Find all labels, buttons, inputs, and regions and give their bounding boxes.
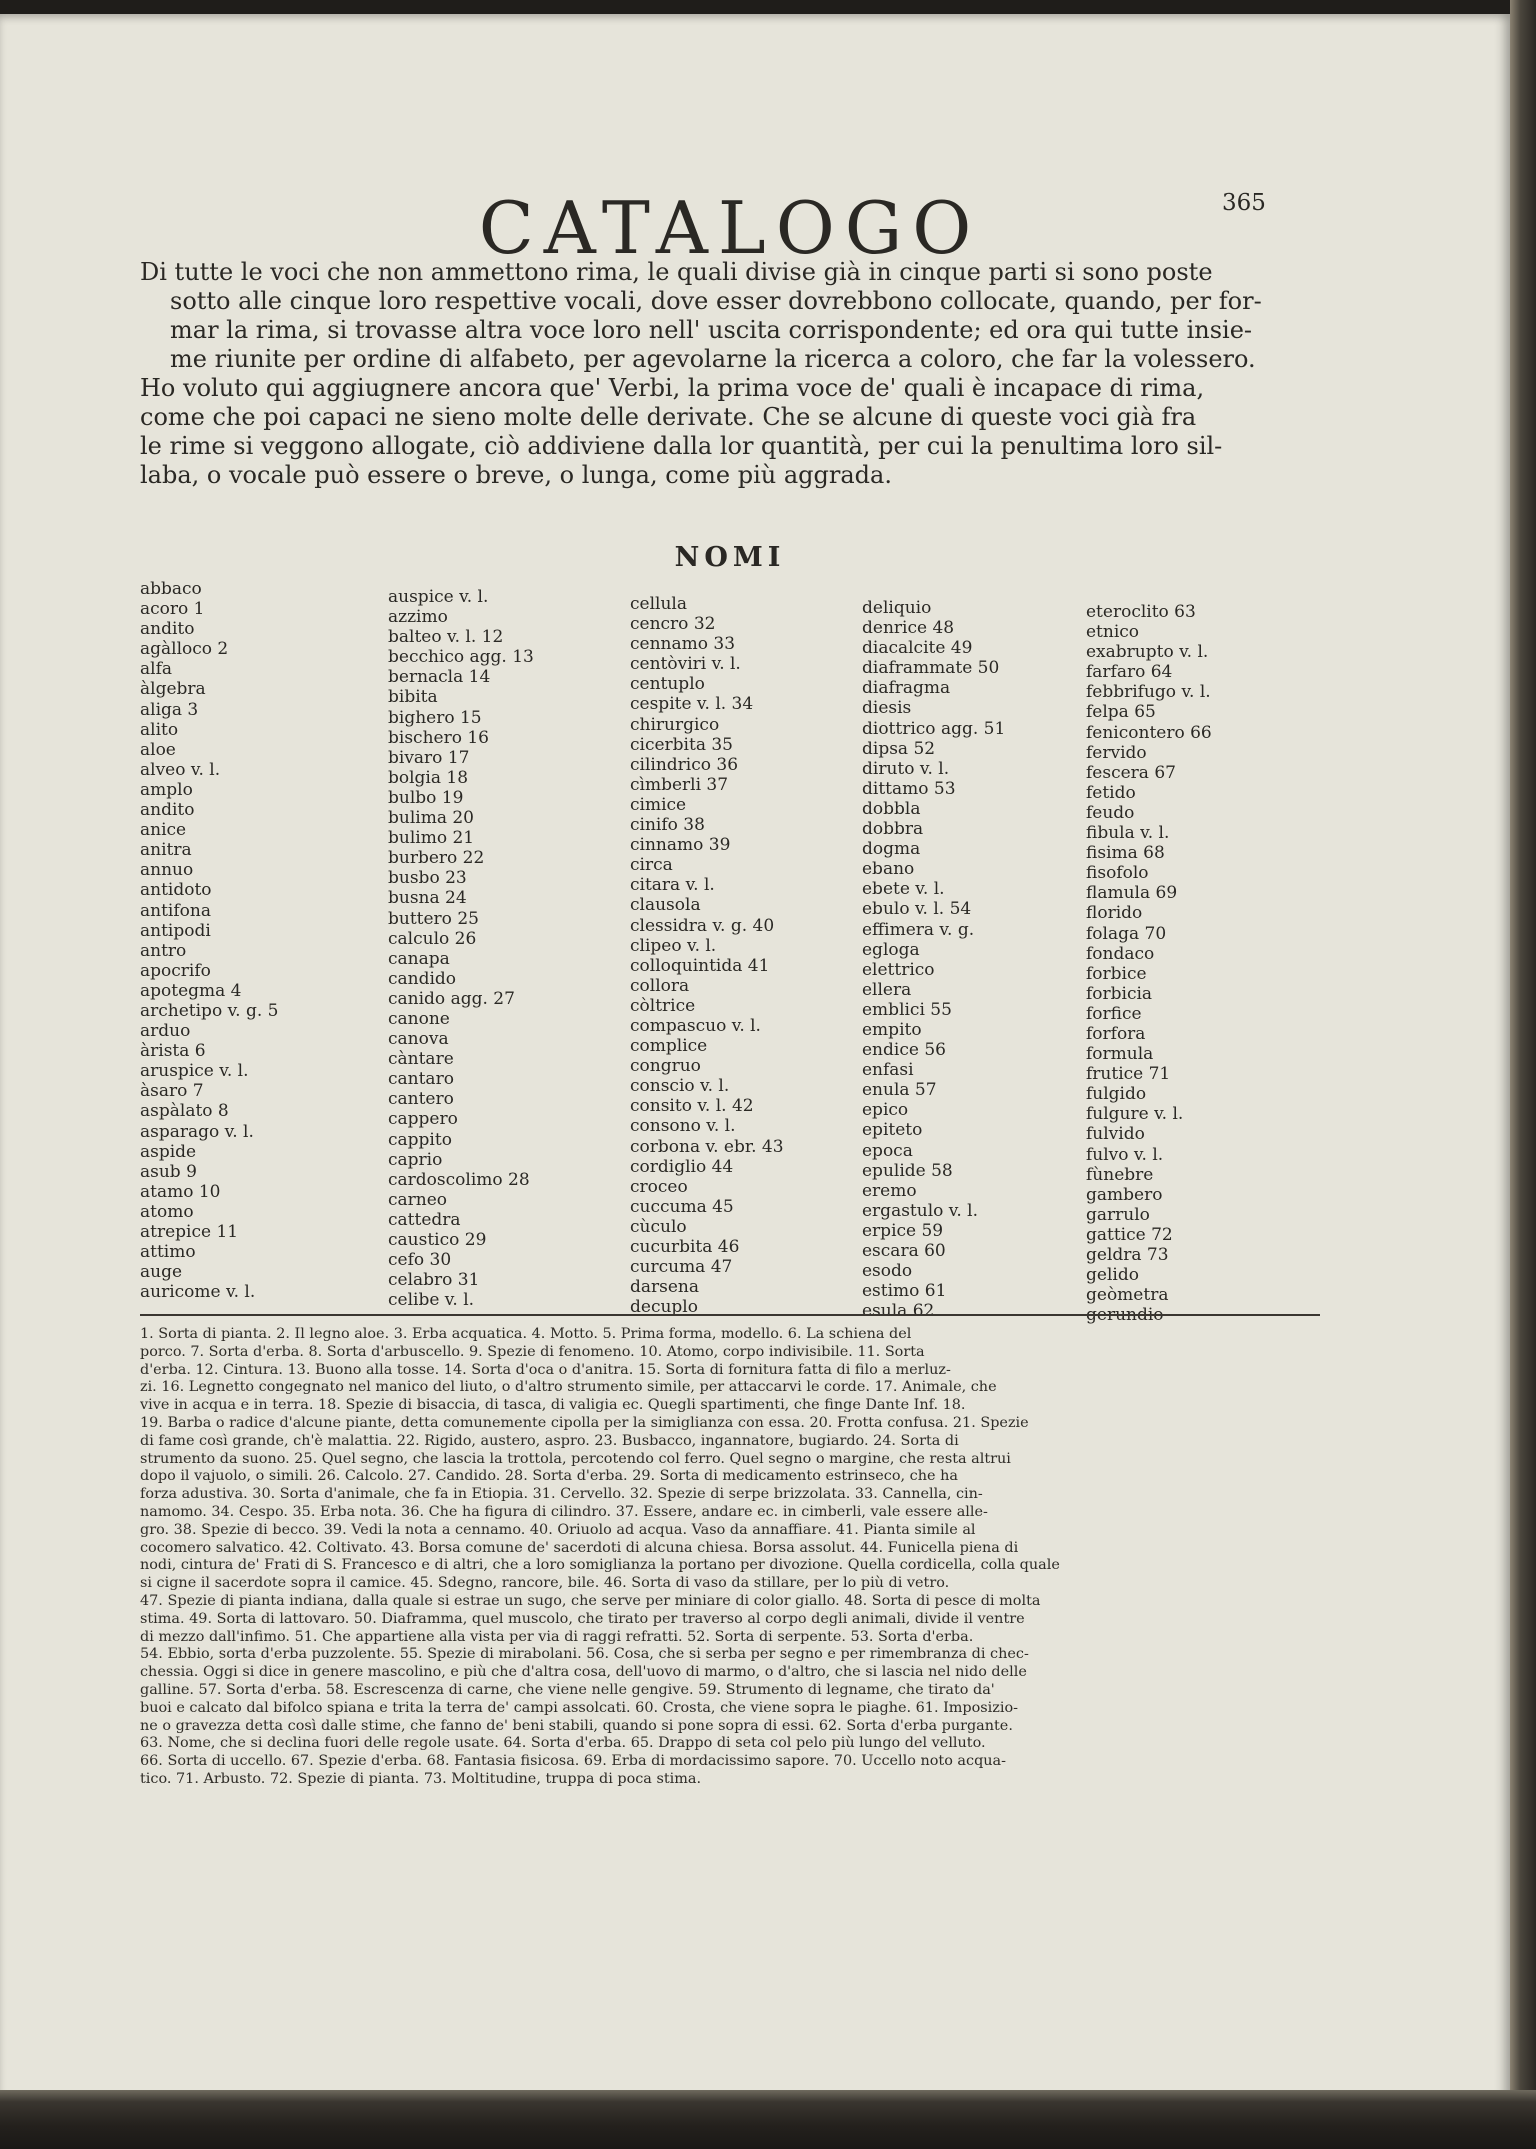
word-entry: forfice bbox=[1086, 1003, 1142, 1024]
word-entry: celibe v. l. bbox=[388, 1290, 475, 1311]
word-entry: eremo bbox=[862, 1180, 917, 1201]
word-entry: diottrico agg. 51 bbox=[862, 718, 1006, 739]
word-entry: geòmetra bbox=[1086, 1285, 1169, 1306]
word-entry: andito bbox=[140, 619, 195, 640]
word-entry: antidoto bbox=[140, 880, 212, 901]
word-entry: auspice v. l. bbox=[388, 587, 489, 607]
word-entry: gerundio bbox=[1086, 1305, 1164, 1326]
word-entry: azzimo bbox=[388, 607, 448, 628]
word-entry: anice bbox=[140, 820, 187, 841]
word-entry: forfora bbox=[1086, 1023, 1146, 1044]
word-entry: apocrifo bbox=[140, 960, 211, 981]
word-entry: cappito bbox=[388, 1129, 452, 1150]
word-entry: candido bbox=[388, 968, 457, 989]
word-entry: flamula 69 bbox=[1086, 883, 1178, 904]
word-entry: darsena bbox=[630, 1277, 700, 1298]
word-entry: cinnamo 39 bbox=[630, 835, 731, 856]
word-entry: fibula v. l. bbox=[1086, 823, 1170, 844]
word-entry: elettrico bbox=[862, 959, 935, 980]
word-entry: cinifo 38 bbox=[630, 815, 705, 836]
word-column-2 bbox=[388, 587, 534, 1310]
word-entry: complice bbox=[630, 1036, 708, 1057]
word-entry: folaga 70 bbox=[1086, 923, 1167, 944]
word-entry: bibita bbox=[388, 687, 438, 708]
word-entry: frutice 71 bbox=[1086, 1064, 1171, 1085]
word-entry: clessidra v. g. 40 bbox=[630, 915, 775, 936]
word-entry: busbo 23 bbox=[388, 868, 467, 889]
word-entry: càntare bbox=[388, 1049, 454, 1070]
word-entry: bulimo 21 bbox=[388, 828, 475, 849]
word-entry: fescera 67 bbox=[1086, 762, 1176, 783]
word-entry: auge bbox=[140, 1262, 183, 1283]
word-entry: cimice bbox=[630, 794, 687, 815]
word-entry: fervido bbox=[1086, 742, 1147, 763]
word-entry: bernacla 14 bbox=[388, 667, 491, 688]
word-column-3 bbox=[630, 594, 784, 1317]
word-entry: cencro 32 bbox=[630, 614, 716, 635]
word-entry: epico bbox=[862, 1100, 909, 1121]
footnote-line: dopo il vajuolo, o simili. 26. Calcolo. 27. Candido. 28. Sorta d'erba. 29. Sorta di medicamento estrinseco, che ha bbox=[140, 1468, 958, 1485]
footnote-line: 1. Sorta di pianta. 2. Il legno aloe. 3. Erba acquatica. 4. Motto. 5. Prima forma, modello. 6. La schiena del bbox=[140, 1326, 912, 1342]
word-entry: gattice 72 bbox=[1086, 1224, 1173, 1245]
word-entry: effimera v. g. bbox=[862, 919, 975, 940]
word-entry: felpa 65 bbox=[1086, 702, 1156, 723]
word-entry: gelido bbox=[1086, 1265, 1139, 1286]
word-entry: emblici 55 bbox=[862, 999, 952, 1020]
word-entry: fulvo v. l. bbox=[1086, 1144, 1164, 1165]
word-entry: epoca bbox=[862, 1140, 913, 1161]
footnote-line: cocomero salvatico. 42. Coltivato. 43. Borsa comune de' sacerdoti di alcuna chiesa. Borsa assolut. 44. Funicella piena di bbox=[140, 1539, 1019, 1556]
page-number: 365 bbox=[1222, 190, 1266, 216]
word-entry: carneo bbox=[388, 1189, 448, 1210]
word-entry: exabrupto v. l. bbox=[1086, 642, 1209, 663]
word-entry: ebete v. l. bbox=[862, 879, 945, 900]
word-entry: cellula bbox=[630, 594, 687, 614]
word-entry: fondaco bbox=[1086, 943, 1155, 964]
footnote-line: namomo. 34. Cespo. 35. Erba nota. 36. Che ha figura di cilindro. 37. Essere, andare ec. in cimberli, vale essere alle- bbox=[140, 1503, 988, 1520]
word-entry: deliquio bbox=[862, 598, 932, 618]
word-column-1 bbox=[140, 579, 278, 1302]
footnote-line: d'erba. 12. Cintura. 13. Buono alla tosse. 14. Sorta d'oca o d'anitra. 15. Sorta di fornitura fatta di filo a merluz- bbox=[140, 1361, 951, 1378]
intro-line: me riunite per ordine di alfabeto, per agevolarne la ricerca a coloro, che far la volessero. bbox=[170, 345, 1256, 373]
word-entry: busna 24 bbox=[388, 888, 467, 909]
footnote-line: nodi, cintura de' Frati di S. Francesco e di altri, che a loro somiglianza la portano per divozione. Quella cordicella, colla quale bbox=[140, 1557, 1060, 1574]
footnote-line: chessia. Oggi si dice in genere mascolino, e più che d'altra cosa, dell'uovo di marmo, o d'altro, che si lascia nel nido delle bbox=[140, 1664, 1027, 1681]
word-entry: dobbla bbox=[862, 798, 921, 819]
word-entry: celabro 31 bbox=[388, 1270, 480, 1291]
word-entry: esodo bbox=[862, 1261, 913, 1282]
word-entry: epiteto bbox=[862, 1120, 923, 1141]
footnote-line: zi. 16. Legnetto congegnato nel manico del liuto, o d'altro strumento simile, per attaccarvi le corde. 17. Animale, che bbox=[140, 1379, 997, 1396]
word-entry: còltrice bbox=[630, 995, 696, 1016]
word-entry: aspàlato 8 bbox=[140, 1101, 229, 1122]
footnote-line: si cigne il sacerdote sopra il camice. 45. Sdegno, rancore, bile. 46. Sorta di vaso da stillare, per lo più di vetro. bbox=[140, 1575, 950, 1592]
word-entry: febbrifugo v. l. bbox=[1086, 682, 1211, 703]
word-entry: atamo 10 bbox=[140, 1181, 221, 1202]
word-entry: egloga bbox=[862, 939, 920, 960]
word-entry: fulvido bbox=[1086, 1124, 1145, 1145]
word-entry: cappero bbox=[388, 1109, 458, 1130]
word-entry: caustico 29 bbox=[388, 1230, 487, 1250]
footnote-line: vive in acqua e in terra. 18. Spezie di bisaccia, di tasca, di valigia ec. Quegli spartimenti, che finge Dante Inf. 18. bbox=[140, 1397, 966, 1414]
book-fore-edge bbox=[1510, 0, 1536, 2100]
word-entry: antipodi bbox=[140, 920, 211, 941]
word-entry: corbona v. ebr. 43 bbox=[630, 1136, 784, 1157]
word-entry: aspide bbox=[140, 1141, 197, 1162]
word-entry: antifona bbox=[140, 900, 211, 921]
word-entry: decuplo bbox=[630, 1297, 698, 1318]
word-entry: diacalcite 49 bbox=[862, 638, 973, 659]
word-entry: curcuma 47 bbox=[630, 1257, 733, 1278]
word-entry: enfasi bbox=[862, 1060, 914, 1081]
word-entry: alveo v. l. bbox=[140, 759, 221, 780]
word-entry: cuccuma 45 bbox=[630, 1196, 734, 1217]
word-entry: apotegma 4 bbox=[140, 980, 242, 1001]
intro-line: Ho voluto qui aggiugnere ancora que' Verbi, la prima voce de' quali è incapace di rima, bbox=[140, 374, 1205, 402]
footnote-line: 19. Barba o radice d'alcune piante, detta comunemente cipolla per la simiglianza con essa. 20. Frotta confusa. 21. Spezie bbox=[140, 1414, 1029, 1431]
word-entry: fenicontero 66 bbox=[1086, 722, 1212, 743]
footnote-line: gro. 38. Spezie di becco. 39. Vedi la nota a cennamo. 40. Oriuolo ad acqua. Vaso da annaffiare. 41. Pianta simile al bbox=[140, 1521, 976, 1538]
intro-line: laba, o vocale può essere o breve, o lunga, come più aggrada. bbox=[140, 461, 892, 489]
word-entry: centuplo bbox=[630, 674, 705, 695]
footnote-divider bbox=[140, 1314, 1320, 1316]
word-entry: fisima 68 bbox=[1086, 843, 1165, 864]
word-entry: forbice bbox=[1086, 963, 1147, 984]
word-entry: becchico agg. 13 bbox=[388, 647, 534, 668]
word-entry: auricome v. l. bbox=[140, 1282, 256, 1303]
intro-line: come che poi capaci ne sieno molte delle derivate. Che se alcune di queste voci già fra bbox=[140, 403, 1197, 431]
word-entry: acoro 1 bbox=[140, 599, 205, 620]
footnote-line: tico. 71. Arbusto. 72. Spezie di pianta. 73. Moltitudine, truppa di poca stima. bbox=[140, 1770, 702, 1787]
word-entry: clipeo v. l. bbox=[630, 935, 717, 956]
word-entry: aliga 3 bbox=[140, 699, 199, 720]
word-entry: croceo bbox=[630, 1176, 688, 1197]
word-entry: estimo 61 bbox=[862, 1281, 947, 1302]
footnote-line: forza adustiva. 30. Sorta d'animale, che fa in Etiopia. 31. Cervello. 32. Spezie di serpe brizzolata. 33. Cannella, cin- bbox=[140, 1486, 983, 1503]
word-entry: attimo bbox=[140, 1242, 196, 1263]
word-entry: clausola bbox=[630, 895, 701, 916]
footnote-line: porco. 7. Sorta d'erba. 8. Sorta d'arbuscello. 9. Spezie di fenomeno. 10. Atomo, corpo indivisibile. 11. Sorta bbox=[140, 1343, 925, 1360]
footnote-line: 66. Sorta di uccello. 67. Spezie d'erba. 68. Fantasia fisicosa. 69. Erba di mordacissimo sapore. 70. Uccello noto acqua- bbox=[140, 1753, 1006, 1770]
footnote-line: 63. Nome, che si declina fuori delle regole usate. 64. Sorta d'erba. 65. Drappo di seta col pelo più lungo del velluto. bbox=[140, 1735, 986, 1752]
footnote-line: 47. Spezie di pianta indiana, dalla quale si estrae un sugo, che serve per miniare di color giallo. 48. Sorta di pesce di molta bbox=[140, 1592, 1041, 1609]
word-entry: compascuo v. l. bbox=[630, 1015, 761, 1036]
word-entry: canova bbox=[388, 1029, 449, 1050]
footnote-line: stima. 49. Sorta di lattovaro. 50. Diaframma, quel muscolo, che tirato per traverso al corpo degli animali, divide il ventre bbox=[140, 1610, 1025, 1627]
footnotes bbox=[140, 1326, 1340, 1789]
word-entry: àlgebra bbox=[140, 679, 206, 700]
word-entry: balteo v. l. 12 bbox=[388, 627, 504, 648]
word-entry: dobbra bbox=[862, 819, 924, 840]
word-entry: archetipo v. g. 5 bbox=[140, 1000, 279, 1021]
word-entry: diaframmate 50 bbox=[862, 658, 1000, 679]
word-entry: bulbo 19 bbox=[388, 787, 464, 808]
word-entry: calculo 26 bbox=[388, 928, 477, 949]
word-entry: cordiglio 44 bbox=[630, 1156, 734, 1177]
word-entry: bulima 20 bbox=[388, 808, 474, 829]
word-entry: empito bbox=[862, 1019, 922, 1040]
footnote-line: di mezzo dall'infimo. 51. Che appartiene alla vista per via di raggi refratti. 52. Sorta di serpente. 53. Sorta d'erba. bbox=[140, 1628, 974, 1645]
word-entry: cantero bbox=[388, 1089, 454, 1110]
word-entry: geldra 73 bbox=[1086, 1245, 1169, 1265]
word-entry: diruto v. l. bbox=[862, 758, 950, 779]
word-entry: dipsa 52 bbox=[862, 738, 936, 759]
word-entry: gambero bbox=[1086, 1184, 1163, 1205]
word-entry: eteroclito 63 bbox=[1086, 602, 1196, 622]
word-entry: congruo bbox=[630, 1056, 701, 1077]
word-entry: abbaco bbox=[140, 579, 202, 599]
word-entry: burbero 22 bbox=[388, 848, 485, 869]
footnote-line: 54. Ebbio, sorta d'erba puzzolente. 55. Spezie di mirabolani. 56. Cosa, che si serba per segno e per rimembranza di chec- bbox=[140, 1646, 1029, 1663]
word-entry: aruspice v. l. bbox=[140, 1061, 249, 1082]
word-entry: colloquintida 41 bbox=[630, 955, 770, 976]
footnote-line: strumento da suono. 25. Quel segno, che lascia la trottola, percotendo col ferro. Quel segno o margine, che resta altrui bbox=[140, 1450, 1011, 1467]
word-entry: amplo bbox=[140, 779, 193, 800]
word-entry: bischero 16 bbox=[388, 727, 489, 748]
word-entry: conscio v. l. bbox=[630, 1076, 730, 1097]
word-entry: andito bbox=[140, 800, 195, 821]
word-entry: epulide 58 bbox=[862, 1160, 953, 1181]
word-entry: cucurbita 46 bbox=[630, 1237, 740, 1257]
word-entry: ebano bbox=[862, 859, 915, 880]
word-entry: dogma bbox=[862, 839, 921, 860]
word-entry: cicerbita 35 bbox=[630, 734, 733, 755]
word-entry: ellera bbox=[862, 979, 912, 1000]
word-entry: atomo bbox=[140, 1201, 194, 1222]
word-entry: garrulo bbox=[1086, 1204, 1150, 1225]
intro-line: Di tutte le voci che non ammettono rima, le quali divise già in cinque parti si sono poste bbox=[140, 258, 1213, 286]
word-entry: bivaro 17 bbox=[388, 747, 470, 768]
word-entry: anitra bbox=[140, 840, 192, 861]
word-entry: circa bbox=[630, 855, 673, 876]
word-entry: cantaro bbox=[388, 1069, 454, 1090]
word-entry: collora bbox=[630, 975, 690, 996]
word-entry: cattedra bbox=[388, 1209, 461, 1230]
word-entry: chirurgico bbox=[630, 714, 720, 735]
word-entry: forbicia bbox=[1086, 983, 1153, 1004]
word-entry: cardoscolimo 28 bbox=[388, 1169, 530, 1190]
word-entry: fulgure v. l. bbox=[1086, 1104, 1184, 1125]
word-entry: cìmberli 37 bbox=[630, 774, 729, 795]
word-entry: erpice 59 bbox=[862, 1220, 944, 1241]
word-entry: florido bbox=[1086, 903, 1143, 924]
intro-line: sotto alle cinque loro respettive vocali, dove esser dovrebbono collocate, quando, per for- bbox=[170, 287, 1262, 315]
word-entry: bighero 15 bbox=[388, 707, 482, 728]
word-entry: escara 60 bbox=[862, 1241, 946, 1261]
word-entry: diesis bbox=[862, 698, 912, 719]
word-entry: canone bbox=[388, 1008, 450, 1029]
footnote-line: galline. 57. Sorta d'erba. 58. Escrescenza di carne, che viene nelle gengive. 59. Strumento di legname, che tirato da' bbox=[140, 1681, 995, 1698]
word-entry: asub 9 bbox=[140, 1161, 197, 1182]
word-entry: formula bbox=[1086, 1044, 1154, 1065]
word-entry: antro bbox=[140, 940, 187, 961]
word-entry: citara v. l. bbox=[630, 875, 715, 896]
word-entry: canapa bbox=[388, 948, 450, 969]
word-entry: esula 62 bbox=[862, 1301, 935, 1322]
word-entry: alito bbox=[140, 719, 179, 740]
word-entry: asparago v. l. bbox=[140, 1121, 254, 1142]
word-entry: fùnebre bbox=[1086, 1164, 1154, 1185]
word-entry: buttero 25 bbox=[388, 908, 479, 929]
word-entry: àsaro 7 bbox=[140, 1081, 204, 1102]
word-column-4 bbox=[862, 598, 1005, 1321]
section-heading: NOMI bbox=[674, 542, 786, 573]
word-entry: farfaro 64 bbox=[1086, 662, 1173, 683]
word-entry: fulgido bbox=[1086, 1084, 1147, 1105]
intro-line: mar la rima, si trovasse altra voce loro nell' uscita corrispondente; ed ora qui tutte insie- bbox=[170, 316, 1253, 344]
word-entry: bolgia 18 bbox=[388, 767, 469, 788]
word-entry: denrice 48 bbox=[862, 618, 955, 639]
word-entry: enula 57 bbox=[862, 1080, 937, 1101]
word-entry: fisofolo bbox=[1086, 863, 1149, 884]
word-entry: diafragma bbox=[862, 678, 951, 699]
footnote-line: di fame così grande, ch'è malattia. 22. Rigido, austero, aspro. 23. Busbacco, ingannatore, bugiardo. 24. Sorta di bbox=[140, 1432, 959, 1449]
book-page bbox=[0, 14, 1510, 2102]
word-entry: àrista 6 bbox=[140, 1041, 206, 1062]
word-entry: annuo bbox=[140, 860, 194, 881]
word-entry: consito v. l. 42 bbox=[630, 1096, 754, 1117]
word-entry: cilindrico 36 bbox=[630, 754, 739, 775]
word-entry: fetido bbox=[1086, 782, 1136, 803]
word-entry: dittamo 53 bbox=[862, 778, 956, 799]
word-entry: caprio bbox=[388, 1149, 443, 1170]
word-entry: canido agg. 27 bbox=[388, 988, 515, 1009]
word-entry: ebulo v. l. 54 bbox=[862, 899, 972, 920]
word-entry: etnico bbox=[1086, 622, 1140, 643]
word-entry: cùculo bbox=[630, 1216, 687, 1237]
word-entry: endice 56 bbox=[862, 1040, 946, 1061]
book-bottom-edge bbox=[0, 2090, 1536, 2149]
intro-line: le rime si veggono allogate, ciò addiviene dalla lor quantità, per cui la penultima loro sil- bbox=[140, 432, 1223, 460]
word-entry: aloe bbox=[140, 739, 176, 760]
page-title: CATALOGO bbox=[478, 186, 982, 270]
footnote-line: buoi e calcato dal bifolco spiana e trita la terra de' campi assolcati. 60. Crosta, che viene sopra le piaghe. 61. Imposizio- bbox=[140, 1699, 1018, 1716]
word-entry: cespite v. l. 34 bbox=[630, 694, 754, 715]
word-entry: centòviri v. l. bbox=[630, 654, 741, 675]
word-entry: ergastulo v. l. bbox=[862, 1200, 979, 1221]
word-entry: cennamo 33 bbox=[630, 634, 736, 655]
word-entry: agàlloco 2 bbox=[140, 639, 229, 660]
word-entry: cefo 30 bbox=[388, 1250, 452, 1271]
word-entry: atrepice 11 bbox=[140, 1222, 239, 1242]
intro-paragraph bbox=[140, 258, 1290, 490]
footnote-line: ne o gravezza detta così dalle stime, che fanno de' beni stabili, quando si pone sopra di essi. 62. Sorta d'erba purgante. bbox=[140, 1717, 1013, 1734]
word-column-5 bbox=[1086, 602, 1212, 1325]
word-entry: feudo bbox=[1086, 802, 1135, 823]
word-entry: alfa bbox=[140, 659, 172, 680]
word-entry: consono v. l. bbox=[630, 1116, 736, 1137]
word-entry: arduo bbox=[140, 1021, 191, 1042]
